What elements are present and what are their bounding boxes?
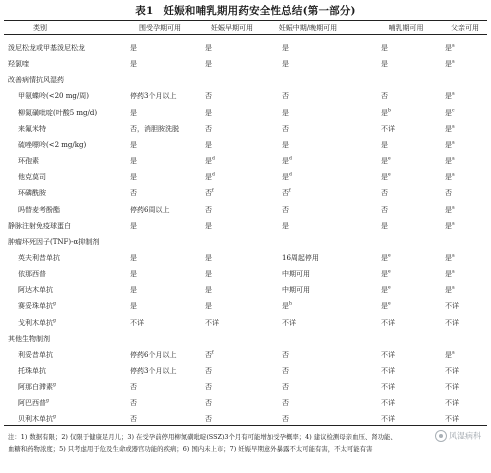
- table-cell: 是: [130, 108, 137, 117]
- row-label: 静脉注射免疫球蛋白: [8, 221, 71, 230]
- table-cell: 不详: [445, 302, 459, 311]
- table-cell: 停药3个月以上: [130, 367, 177, 375]
- table-cell: 是$^b$: [381, 108, 391, 117]
- footnote-mark: d: [289, 156, 292, 162]
- table-notes: [8, 431, 486, 455]
- footnote-mark: d: [289, 172, 292, 178]
- table-cell: 否: [282, 367, 289, 375]
- table-cell: 停药6个月以上: [130, 350, 177, 359]
- table-cell: 否$^f$: [282, 189, 291, 198]
- row-label: 来氟米特: [18, 124, 46, 133]
- table-cell: 是: [205, 270, 212, 279]
- row-label: 硫唑嘌呤(<2 mg/kg): [18, 140, 87, 149]
- footnote-mark: b: [388, 108, 391, 114]
- table-cell: 是$^e$: [381, 172, 391, 182]
- footnote-mark: f: [212, 189, 214, 195]
- table-cell: 不详: [381, 383, 395, 392]
- table-cell: 否: [445, 189, 452, 198]
- footnote-mark: a: [452, 285, 455, 291]
- table-cell: 是: [282, 60, 289, 69]
- footnote-mark: a: [452, 92, 455, 98]
- table-cell: 是: [130, 173, 137, 182]
- table-cell: 不详: [445, 383, 459, 392]
- footnote-mark: a: [452, 156, 455, 162]
- table-cell: 否: [282, 399, 289, 408]
- row-label: 吗替麦考酚酯: [18, 205, 60, 214]
- footnote-mark: g: [53, 415, 56, 421]
- table-cell: 是$^a$: [445, 92, 455, 101]
- table-cell: 否: [205, 367, 212, 375]
- footnote-mark: a: [452, 124, 455, 130]
- table-cell: 是$^a$: [445, 205, 455, 214]
- table-cell: 是: [130, 253, 137, 262]
- row-label: 环磷酰胺: [18, 189, 46, 198]
- row-label: 他克莫司: [18, 173, 46, 182]
- footnote-mark: a: [452, 172, 455, 178]
- table-cell: 否: [205, 415, 212, 424]
- row-label: 阿那白滞素$^g$: [18, 382, 56, 392]
- table-cell: 否: [130, 415, 137, 424]
- table-cell: 是$^a$: [445, 221, 455, 230]
- row-label: 贝利木单抗$^g$: [18, 415, 56, 424]
- table-number: 表1: [135, 5, 154, 17]
- table-cell: 是$^e$: [381, 302, 391, 311]
- row-label: 环孢素: [18, 157, 39, 166]
- table-cell: 否: [381, 92, 388, 101]
- row-label: 甲氨蝶呤(<20 mg/周): [18, 92, 89, 101]
- table-cell: 是$^a$: [445, 124, 455, 133]
- table-cell: 是: [381, 60, 388, 69]
- table-cell: 是$^e$: [381, 253, 391, 262]
- table-cell: 否: [282, 383, 289, 392]
- table-cell: 否$^f$: [205, 189, 214, 198]
- table-cell: 是: [130, 302, 137, 311]
- table-cell: 中期可用: [282, 270, 310, 279]
- footnote-mark: h: [289, 302, 292, 308]
- table-cell: 不详: [381, 367, 395, 375]
- table-cell: 是$^e$: [381, 156, 391, 166]
- footnote-mark: e: [388, 269, 391, 275]
- row-label: 英夫利昔单抗: [18, 253, 60, 262]
- table-cell: 是: [130, 44, 137, 52]
- table-cell: 否: [205, 205, 212, 214]
- row-label: 利妥昔单抗: [18, 350, 53, 359]
- table-cell: 是$^a$: [445, 140, 455, 149]
- row-label: 托珠单抗: [18, 367, 46, 375]
- footnote-mark: e: [388, 253, 391, 259]
- table-cell: 停药6周以上: [130, 205, 170, 214]
- footnote-mark: g: [53, 382, 56, 388]
- table-cell: 否: [130, 189, 137, 198]
- row-label: 阿巴西普$^g$: [18, 398, 49, 408]
- table-cell: 不详: [381, 124, 395, 133]
- table-cell: 否: [205, 124, 212, 133]
- table-cell: 是: [205, 60, 212, 69]
- table-cell: 是$^e$: [381, 269, 391, 279]
- footnote-mark: a: [452, 221, 455, 227]
- footnote-mark: a: [452, 253, 455, 259]
- wechat-channel-icon: [435, 430, 447, 442]
- header-rule: [4, 34, 487, 35]
- table-cell: 是: [130, 157, 137, 166]
- table-cell: 否: [205, 92, 212, 101]
- table-cell: 是$^h$: [282, 302, 292, 311]
- table-cell: 否: [130, 383, 137, 392]
- table-cell: 是$^a$: [445, 285, 455, 295]
- table-cell: 是: [282, 140, 289, 149]
- table-cell: 中期可用: [282, 286, 310, 295]
- footnote-mark: d: [212, 172, 215, 178]
- table-cell: 不详: [445, 399, 459, 408]
- table-cell: 是: [130, 286, 137, 295]
- footnote-mark: g: [46, 398, 49, 404]
- row-label: 依那西普: [18, 270, 46, 279]
- table-cell: 是$^d$: [205, 156, 215, 166]
- table-cell: 是: [205, 44, 212, 52]
- column-header: 妊娠早期可用: [211, 24, 253, 32]
- table-title: [0, 3, 491, 18]
- row-label: 阿达木单抗: [18, 286, 53, 295]
- table-cell: 是: [205, 302, 212, 311]
- table-cell: 是: [130, 270, 137, 279]
- table-cell: 否，消胆胺洗脱: [130, 124, 179, 133]
- footnote-mark: e: [388, 156, 391, 162]
- footnote-mark: a: [452, 140, 455, 146]
- footnote-mark: a: [452, 269, 455, 275]
- table-cell: 是$^a$: [445, 59, 455, 69]
- table-cell: 是$^a$: [445, 350, 455, 359]
- column-header: 围受孕期可用: [139, 24, 181, 32]
- footnote-mark: c: [452, 108, 455, 114]
- table-cell: 是: [205, 221, 212, 230]
- note-line: 注：1) 数据有限；2) 仅限于健康足月儿；3) 在受孕前停用柳氮磺吡啶(SSZ)3个月有可能增加受孕概率；4) 建议检测母亲血压、肾功能、: [8, 433, 397, 441]
- table-cell: 否: [282, 415, 289, 424]
- table-cell: 不详: [381, 318, 395, 327]
- row-label: 赛妥珠单抗$^g$: [18, 302, 56, 311]
- table-cell: 不详: [381, 350, 395, 359]
- table-cell: 是$^a$: [445, 269, 455, 279]
- table-cell: 停药3个月以上: [130, 92, 177, 101]
- column-header: 妊娠中期/晚期可用: [278, 24, 338, 32]
- table-cell: 不详: [445, 318, 459, 327]
- table-cell: 是$^a$: [445, 156, 455, 166]
- table-cell: 是$^c$: [445, 108, 455, 117]
- table-cell: 否: [205, 399, 212, 408]
- table-cell: 否: [381, 189, 388, 198]
- footnote-mark: e: [388, 302, 391, 308]
- table-cell: 不详: [381, 415, 395, 424]
- table-cell: 否: [282, 205, 289, 214]
- table-cell: 16周起停用: [282, 253, 319, 262]
- footnote-mark: f: [289, 189, 291, 195]
- table-cell: 是: [282, 221, 289, 230]
- table-cell: 否: [130, 399, 137, 408]
- watermark-text: 风湿病科: [449, 431, 481, 441]
- table-cell: 否: [282, 350, 289, 359]
- table-cell: 否$^f$: [205, 350, 214, 359]
- table-cell: 是: [130, 140, 137, 149]
- footnote-mark: a: [452, 205, 455, 211]
- row-label: 泼尼松龙或甲基泼尼松龙: [8, 44, 85, 52]
- footnote-mark: f: [212, 350, 214, 356]
- table-cell: 不详: [445, 415, 459, 424]
- table-cell: 是: [205, 140, 212, 149]
- table-cell: 是: [205, 253, 212, 262]
- table-cell: 是: [381, 44, 388, 52]
- table-cell: 是: [130, 221, 137, 230]
- table-cell: 是: [130, 60, 137, 69]
- table-cell: 否: [381, 205, 388, 214]
- row-label: 羟氯喹: [8, 60, 29, 69]
- footnote-mark: e: [388, 285, 391, 291]
- table-cell: 是$^e$: [381, 285, 391, 295]
- footnote-mark: e: [388, 172, 391, 178]
- table-cell: 是$^a$: [445, 253, 455, 262]
- row-label: 肿瘤坏死因子(TNF)-α抑制剂: [8, 237, 100, 246]
- table-caption: 妊娠和哺乳期用药安全性总结(第一部分): [163, 5, 356, 17]
- table-cell: 是: [381, 140, 388, 149]
- table-cell: 是: [205, 108, 212, 117]
- footnote-mark: a: [452, 59, 455, 65]
- table-cell: 是: [205, 286, 212, 295]
- table-cell: 否: [205, 383, 212, 392]
- table-cell: 是$^d$: [282, 172, 292, 182]
- row-label: 其他生物制剂: [8, 334, 50, 343]
- table-cell: 是: [282, 44, 289, 52]
- table-cell: 不详: [282, 318, 296, 327]
- column-header: 父亲可用: [451, 24, 479, 32]
- table-cell: 否: [282, 92, 289, 101]
- table-cell: 是$^d$: [205, 172, 215, 182]
- table-cell: 是$^a$: [445, 43, 455, 52]
- footnote-mark: d: [212, 156, 215, 162]
- column-header: 哺乳期可用: [388, 24, 424, 32]
- footnote-mark: a: [452, 43, 455, 49]
- footnote-mark: a: [452, 350, 455, 356]
- note-line: 血糖和药物浓度；5) 只考虑用于危及生命或器官功能的疾病；6) 国内未上市；7) 妊娠早期意外暴露不太可能有害，不太可能有害: [8, 445, 373, 453]
- table-cell: 是: [282, 108, 289, 117]
- top-rule: [4, 20, 487, 21]
- table-cell: 不详: [381, 399, 395, 408]
- table-cell: 是$^a$: [445, 172, 455, 182]
- row-label: 改善病情抗风湿药: [8, 76, 64, 85]
- bottom-rule: [4, 425, 487, 426]
- table-cell: 否: [282, 124, 289, 133]
- table-cell: 是: [381, 221, 388, 230]
- table-cell: 是$^d$: [282, 156, 292, 166]
- column-header: 类别: [33, 24, 47, 32]
- table-cell: 不详: [205, 318, 219, 327]
- watermark: [435, 430, 481, 442]
- table-cell: 不详: [445, 367, 459, 375]
- row-label: 柳氮磺吡啶(叶酸5 mg/d): [18, 108, 98, 117]
- row-label: 戈利木单抗$^g$: [18, 318, 56, 327]
- footnote-mark: g: [53, 302, 56, 308]
- table-cell: 不详: [130, 318, 144, 327]
- footnote-mark: g: [53, 318, 56, 324]
